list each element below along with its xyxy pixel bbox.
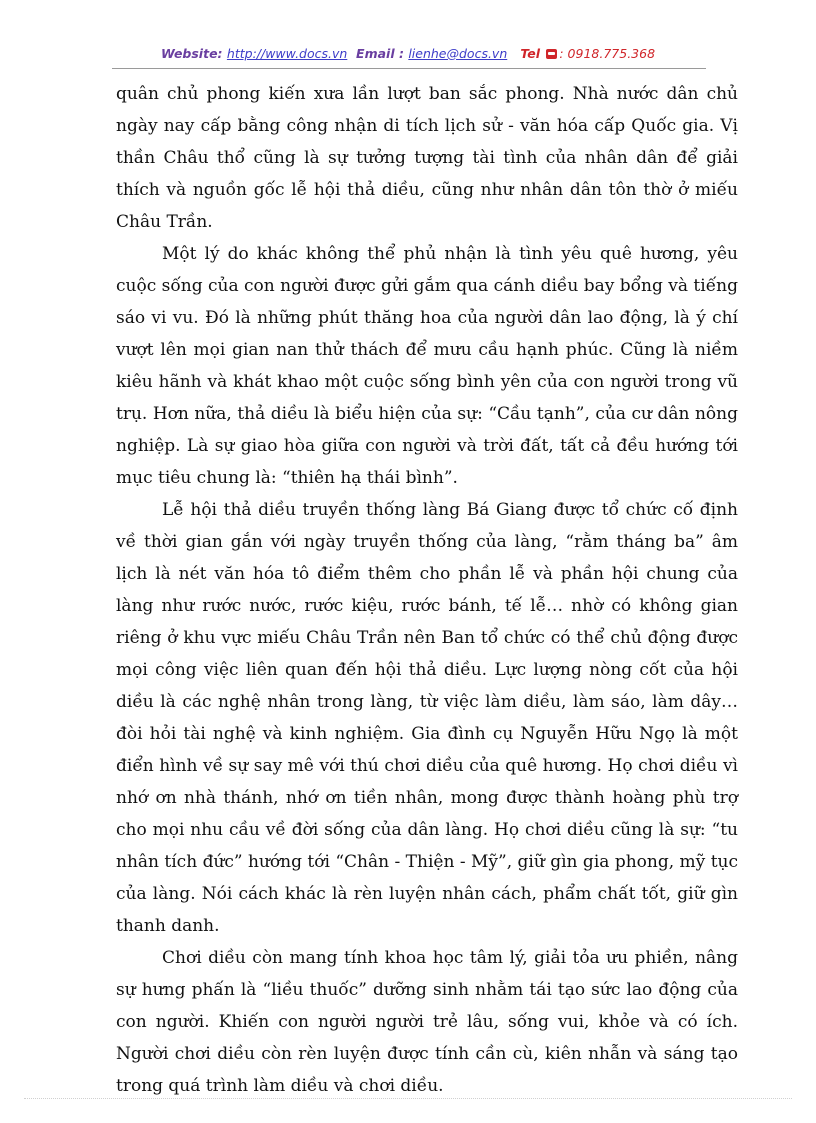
phone-icon xyxy=(546,49,557,59)
header-divider xyxy=(112,68,706,69)
email-link[interactable]: lienhe@docs.vn xyxy=(408,46,508,61)
paragraph-continuation: quân chủ phong kiến xưa lần lượt ban sắc phong. Nhà nước dân chủ ngày nay cấp bằng công nhận di tích lịch sử - văn hóa cấp Quốc gia. Vị thần Châu thổ cũng là sự tưởng tượng tài tình của nhân dân để giải thích và nguồn gốc lễ hội thả diều, cũng như nhân dân tôn thờ ở miếu Châu Trần. xyxy=(116,84,738,232)
website-link[interactable]: http://www.docs.vn xyxy=(226,46,348,61)
document-body xyxy=(116,78,738,1102)
email-label: Email : xyxy=(356,46,404,61)
footer-divider xyxy=(24,1098,792,1099)
tel-label: Tel xyxy=(520,46,540,61)
website-label: Website: xyxy=(160,46,223,61)
paragraph: Một lý do khác không thể phủ nhận là tình yêu quê hương, yêu cuộc sống của con người được gửi gắm qua cánh diều bay bổng và tiếng sáo vi vu. Đó là những phút thăng hoa của người dân lao động, là ý chí vượt lên mọi gian nan thử thách để mưu cầu hạnh phúc. Cũng là niềm kiêu hãnh và khát khao một cuộc sống bình yên của con người trong vũ trụ. Hơn nữa, thả diều là biểu hiện của sự: “Cầu tạnh”, của cư dân nông nghiệp. Là sự giao hòa giữa con người và trời đất, tất cả đều hướng tới mục tiêu chung là: “thiên hạ thái bình”. xyxy=(116,244,738,488)
phone-number: : 0918.775.368 xyxy=(559,46,656,61)
paragraph: Lễ hội thả diều truyền thống làng Bá Giang được tổ chức cố định về thời gian gắn với ngày truyền thống của làng, “rằm tháng ba” âm lịch là nét văn hóa tô điểm thêm cho phần lễ và phần hội chung của làng như rước nước, rước kiệu, rước bánh, tế lễ… nhờ có không gian riêng ở khu vực miếu Châu Trần nên Ban tổ chức có thể chủ động được mọi công việc liên quan đến hội thả diều. Lực lượng nòng cốt của hội diều là các nghệ nhân trong làng, từ việc làm diều, làm sáo, làm dây… đòi hỏi tài nghệ và kinh nghiệm. Gia đình cụ Nguyễn Hữu Ngọ là một điển hình về sự say mê với thú chơi diều của quê hương. Họ chơi diều vì nhớ ơn nhà thánh, nhớ ơn tiền nhân, mong được thành hoàng phù trợ cho mọi nhu cầu về đời sống của dân làng. Họ chơi diều cũng là sự: “tu nhân tích đức” hướng tới “Chân - Thiện - Mỹ”, giữ gìn gia phong, mỹ tục của làng. Nói cách khác là rèn luyện nhân cách, phẩm chất tốt, giữ gìn thanh danh. xyxy=(116,500,738,936)
paragraph: Chơi diều còn mang tính khoa học tâm lý, giải tỏa ưu phiền, nâng sự hưng phấn là “liều thuốc” dưỡng sinh nhằm tái tạo sức lao động của con người. Khiến con người người trẻ lâu, sống vui, khỏe và có ích. Người chơi diều còn rèn luyện được tính cần cù, kiên nhẫn và sáng tạo trong quá trình làm diều và chơi diều. xyxy=(116,948,738,1096)
page-header xyxy=(110,46,706,68)
